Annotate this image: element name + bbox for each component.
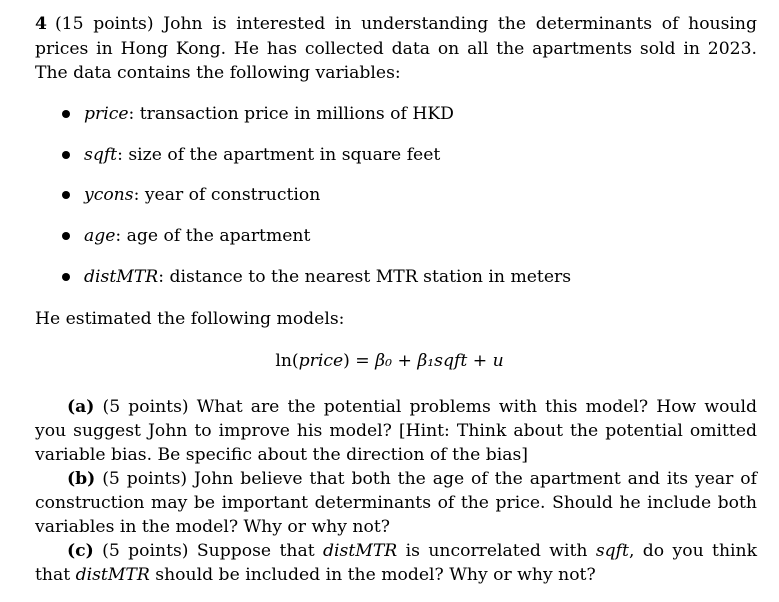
bullet-icon (62, 273, 70, 281)
variable-name: ycons (84, 185, 134, 206)
part-c-var-sqft: sqft (595, 541, 629, 561)
question-intro (35, 12, 757, 86)
part-c-var-distmtr: distMTR (323, 541, 398, 561)
question-points: (15 points) (54, 14, 154, 34)
bullet-icon (62, 110, 70, 118)
question-parts (35, 395, 757, 587)
part-c-label: (c) (67, 541, 94, 561)
list-item (60, 183, 571, 224)
part-a (35, 395, 757, 467)
equation-beta0: β₀ (375, 351, 392, 371)
question-number: 4 (35, 14, 47, 34)
variable-description: : year of construction (133, 185, 321, 206)
variable-name: price (84, 104, 129, 124)
list-item (60, 265, 571, 306)
part-b-text: (5 points) John believe that both the age of the apartment and its year of construction may be important determinants of the price. Should he include both variables in the model? Why or why not? (35, 469, 757, 537)
estimated-text: He estimated the following models: (35, 309, 345, 329)
variable-description: : transaction price in millions of HKD (128, 104, 454, 124)
equation-plus-2: + (467, 351, 493, 371)
part-c-var-distmtr-2: distMTR (75, 565, 150, 585)
variable-description: : size of the apartment in square feet (117, 144, 441, 165)
variable-list (60, 102, 571, 305)
part-a-label: (a) (67, 397, 95, 417)
equation-u: u (492, 351, 504, 371)
variable-description: : age of the apartment (115, 226, 311, 247)
equation-beta1: β₁ (417, 351, 435, 371)
equation-plus-1: + (392, 351, 418, 371)
list-item (60, 102, 571, 143)
list-item (60, 143, 571, 184)
bullet-icon (62, 151, 70, 159)
equation-price: price (298, 351, 344, 371)
part-c-text-1: (5 points) Suppose that (102, 541, 323, 561)
equation-ln: ln( (275, 351, 299, 371)
part-b (35, 467, 757, 539)
variable-name: distMTR (84, 266, 159, 287)
part-b-label: (b) (67, 469, 96, 489)
bullet-icon (62, 191, 70, 199)
bullet-icon (62, 232, 70, 240)
variable-description: : distance to the nearest MTR station in meters (158, 266, 572, 287)
equation-equals: ) = (343, 351, 376, 371)
equation-sqft: sqft (434, 351, 468, 371)
model-equation (0, 348, 779, 374)
part-c-text-4: should be included in the model? Why or why not? (149, 565, 596, 585)
list-item (60, 224, 571, 265)
question-intro-text: John is interested in understanding the determinants of housing prices in Hong Kong. He has collected data on all the apartments sold in 2023. The data contains the following variables: (35, 14, 758, 83)
part-c (35, 539, 757, 587)
part-c-text-3: , do you think that (35, 541, 757, 585)
variable-name: age (84, 226, 116, 247)
part-a-text: (5 points) What are the potential problems with this model? How would you suggest John to improve his model? [Hint: Think about the potential omitted variable bias. Be specific about the direction of the bias] (35, 397, 757, 465)
part-c-text-2: is uncorrelated with (397, 541, 596, 561)
variable-name: sqft (84, 144, 118, 165)
